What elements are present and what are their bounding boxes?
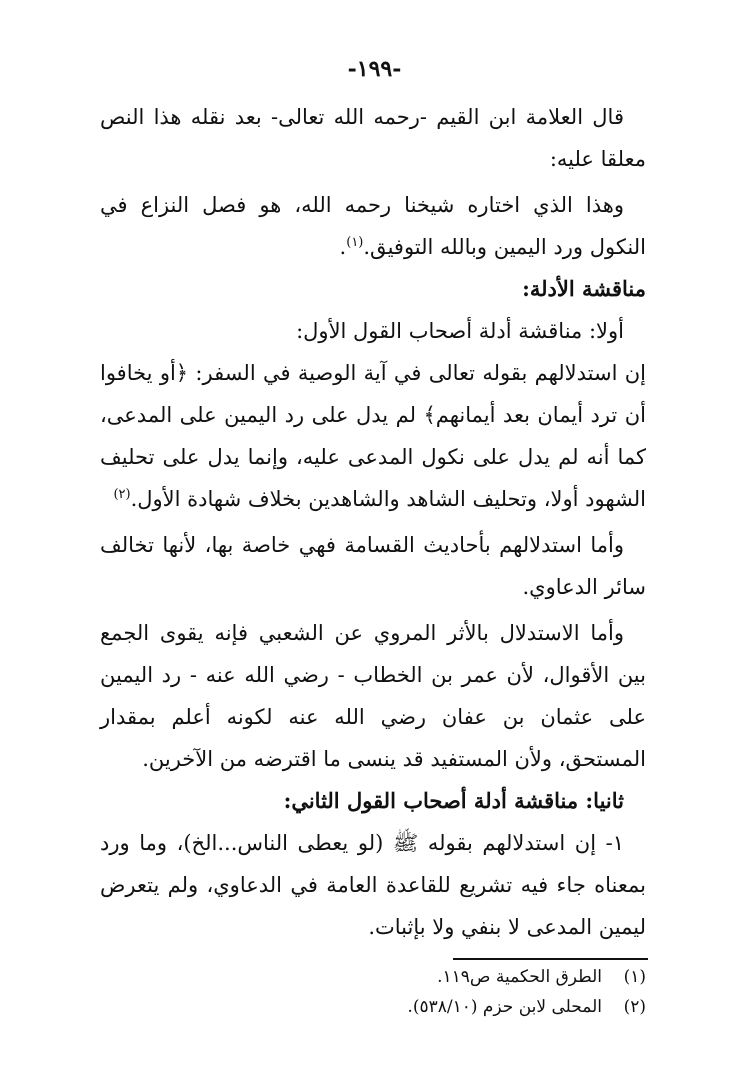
paragraph-point-one: ١- إن استدلالهم بقوله ﷺ (لو يعطى الناس...الخ)، وما ورد بمعناه جاء فيه تشريع للقاعدة العامة في الدعاوي، ولم يتعرض ليمين المدعى لا بنفي ولا بإثبات. [100, 831, 646, 939]
paragraph-sheikh-choice-text: وهذا الذي اختاره شيخنا رحمه الله، هو فصل النزاع في النكول ورد اليمين وبالله التوفيق. [100, 193, 646, 259]
paragraph-shabi-narration: وأما الاستدلال بالأثر المروي عن الشعبي فإنه يقوى الجمع بين الأقوال، لأن عمر بن الخطاب - رضي الله عنه - رد اليمين على عثمان بن عفان رضي الله عنه لكونه أعلم بمقدار المستحق، ولأن المستفيد قد ينسى ما اقترضه من الآخرين. [100, 621, 646, 771]
heading-discussion-of-evidence: مناقشة الأدلة: [522, 276, 646, 301]
paragraph-ibn-qayyim-quote: قال العلامة ابن القيم -رحمه الله تعالى- بعد نقله هذا النص معلقا عليه: [100, 105, 646, 171]
paragraph-travel-will-verse [100, 352, 646, 520]
heading-second-opinion: ثانيا: مناقشة أدلة أصحاب القول الثاني: [283, 788, 624, 813]
footnote-ref-1: (١) [346, 235, 364, 250]
footnote-text: الطرق الحكمية ص١١٩. [437, 967, 602, 987]
footnote-text: المحلى لابن حزم (٥٣٨/١٠). [407, 997, 602, 1017]
footnote-divider [453, 958, 648, 960]
footnote-number: (١) [623, 967, 646, 987]
page-number: -١٩٩- [347, 56, 402, 82]
paragraph-sheikh-choice [100, 184, 646, 268]
paragraph-sheikh-choice-end: . [339, 235, 347, 259]
paragraph-qasama-hadiths: وأما استدلالهم بأحاديث القسامة فهي خاصة بها، لأنها تخالف سائر الدعاوي. [100, 533, 646, 599]
heading-first-opinion: أولا: مناقشة أدلة أصحاب القول الأول: [296, 319, 624, 343]
paragraph-travel-will-verse-text: إن استدلالهم بقوله تعالى في آية الوصية في السفر: ﴿أو يخافوا أن ترد أيمان بعد أيمانهم﴾ لم يدل على رد اليمين على المدعى، كما أنه لم يدل على نكول المدعى عليه، وإنما يدل على تحليف الشهود أولا، وتحليف الشاهد والشاهدين بخلاف شهادة الأول. [100, 361, 646, 511]
main-text [100, 96, 646, 948]
footnote-item [100, 962, 646, 992]
footnote-number: (٢) [623, 997, 646, 1017]
footnote-item [100, 992, 646, 1022]
footnotes [100, 962, 646, 1022]
footnote-ref-2: (٢) [113, 487, 131, 502]
